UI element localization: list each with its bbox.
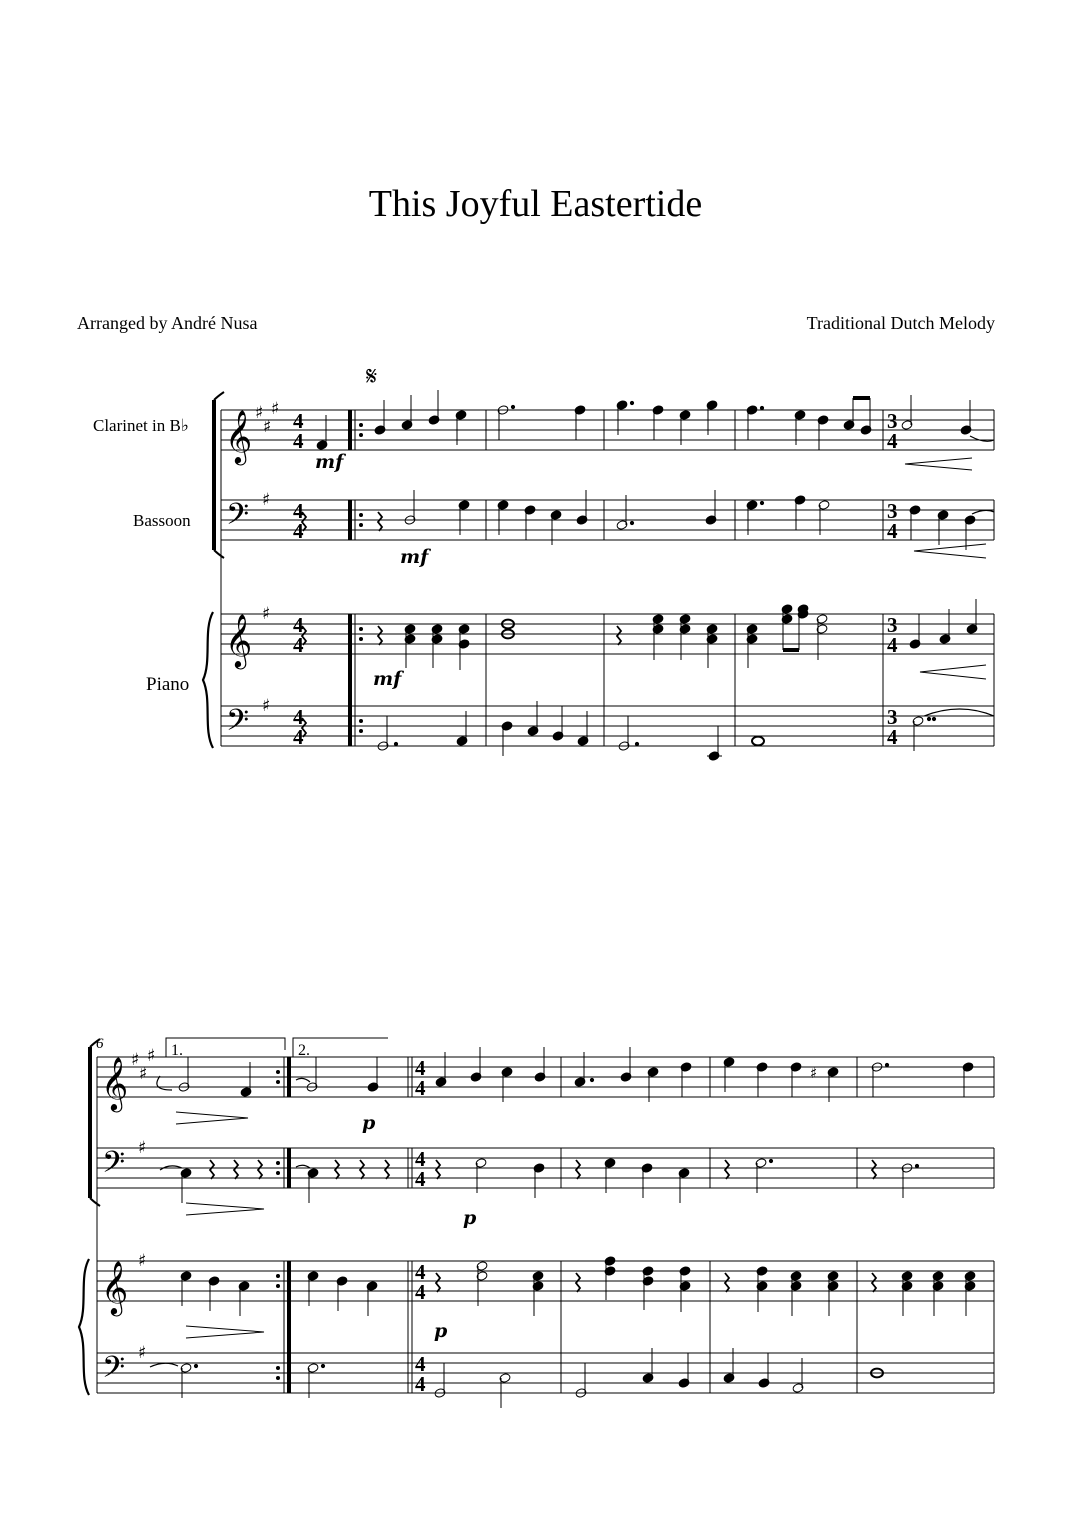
clarinet-staff-2 <box>97 1057 994 1097</box>
svg-text:♯: ♯ <box>262 604 271 624</box>
dynamic-mf: mf <box>400 546 429 568</box>
volta-1-label: 1. <box>171 1042 183 1059</box>
svg-text:4: 4 <box>887 633 898 657</box>
svg-text:♯: ♯ <box>262 696 271 716</box>
clarinet-label: Clarinet in B♭ <box>93 416 189 435</box>
svg-text:♯: ♯ <box>138 1138 147 1158</box>
crescendo-hairpin <box>920 665 986 679</box>
piano-bass-notes-2 <box>150 1348 883 1408</box>
svg-text:4: 4 <box>293 519 304 543</box>
svg-text:♯: ♯ <box>139 1064 148 1084</box>
bass-clef-icon: 𝄢 <box>102 1351 126 1392</box>
bassoon-staff-1 <box>221 500 994 540</box>
svg-text:3: 3 <box>887 705 898 729</box>
svg-text:♯: ♯ <box>147 1046 156 1066</box>
dynamic-p: p <box>463 1207 477 1229</box>
barlines-2 <box>561 1057 994 1393</box>
crescendo-hairpin <box>905 458 972 470</box>
svg-text:4: 4 <box>293 725 304 749</box>
svg-text:4: 4 <box>415 1260 426 1284</box>
svg-text:♯: ♯ <box>810 1064 818 1082</box>
bassoon-label: Bassoon <box>133 511 191 530</box>
svg-text:4: 4 <box>415 1280 426 1304</box>
svg-text:4: 4 <box>415 1352 426 1376</box>
bassoon-notes-2 <box>160 1158 919 1203</box>
bass-clef-icon: 𝄢 <box>102 1146 126 1187</box>
svg-text:4: 4 <box>415 1372 426 1396</box>
svg-text:4: 4 <box>293 499 304 523</box>
piano-treble-staff-2 <box>97 1261 994 1301</box>
dynamic-p: p <box>362 1112 376 1134</box>
svg-text:♯: ♯ <box>138 1343 147 1363</box>
svg-text:4: 4 <box>293 633 304 657</box>
arranger-credit: Arranged by André Nusa <box>77 313 258 333</box>
svg-text:4: 4 <box>887 519 898 543</box>
dynamic-mf: mf <box>315 451 344 473</box>
treble-clef-icon: 𝄞 <box>225 409 253 463</box>
clarinet-notes-2 <box>157 1047 974 1102</box>
clarinet-staff-1 <box>221 410 994 450</box>
diminuendo-hairpin <box>186 1203 264 1215</box>
dynamic-p: p <box>434 1320 448 1342</box>
bassoon-staff-2 <box>97 1148 994 1188</box>
svg-text:♯: ♯ <box>262 490 271 510</box>
svg-text:4: 4 <box>887 429 898 453</box>
piano-bass-staff-1 <box>221 706 994 746</box>
segno-icon: 𝄋 <box>366 362 378 392</box>
piano-treble-staff-1 <box>221 614 994 654</box>
svg-text:4: 4 <box>415 1167 426 1191</box>
repeat-end-2 <box>284 1057 289 1393</box>
key-signatures-2 <box>131 1046 155 1363</box>
measure-number: 6 <box>96 1036 104 1052</box>
bass-clef-icon: 𝄢 <box>226 498 250 539</box>
repeat-dots-1 <box>359 423 363 733</box>
svg-text:4: 4 <box>293 705 304 729</box>
svg-text:♯: ♯ <box>131 1050 140 1070</box>
repeat-dots-2 <box>276 1070 280 1380</box>
svg-text:3: 3 <box>887 499 898 523</box>
svg-text:♯: ♯ <box>255 403 264 423</box>
dynamic-mf: mf <box>373 668 402 690</box>
svg-text:4: 4 <box>415 1076 426 1100</box>
system-2 <box>79 1038 994 1395</box>
score-title: This Joyful Eastertide <box>368 183 703 225</box>
time-signatures-2 <box>415 1056 426 1396</box>
svg-text:4: 4 <box>293 409 304 433</box>
svg-text:4: 4 <box>293 613 304 637</box>
svg-text:4: 4 <box>415 1056 426 1080</box>
composer-credit: Traditional Dutch Melody <box>806 313 995 333</box>
svg-text:♯: ♯ <box>138 1251 147 1271</box>
svg-text:4: 4 <box>887 725 898 749</box>
repeat-start-1 <box>350 410 355 746</box>
barlines-1 <box>486 410 994 746</box>
treble-clef-icon: 𝄞 <box>225 613 253 667</box>
svg-text:♯: ♯ <box>271 399 280 419</box>
svg-text:3: 3 <box>887 613 898 637</box>
crescendo-hairpin <box>914 544 986 558</box>
diminuendo-hairpin <box>176 1112 248 1124</box>
volta-2-label: 2. <box>298 1042 310 1059</box>
svg-text:3: 3 <box>887 409 898 433</box>
diminuendo-hairpin <box>186 1326 264 1338</box>
key-signatures-1 <box>255 399 279 716</box>
double-bar-2 <box>408 1057 412 1393</box>
treble-clef-icon: 𝄞 <box>101 1056 129 1110</box>
volta-bracket-1 <box>166 1038 285 1057</box>
svg-text:♯: ♯ <box>263 417 272 437</box>
svg-text:4: 4 <box>415 1147 426 1171</box>
treble-clef-icon: 𝄞 <box>101 1260 129 1314</box>
piano-label: Piano <box>146 674 190 695</box>
time-signatures-1 <box>293 409 898 749</box>
piano-bass-staff-2 <box>97 1353 994 1393</box>
svg-text:4: 4 <box>293 429 304 453</box>
bass-clef-icon: 𝄢 <box>226 704 250 745</box>
